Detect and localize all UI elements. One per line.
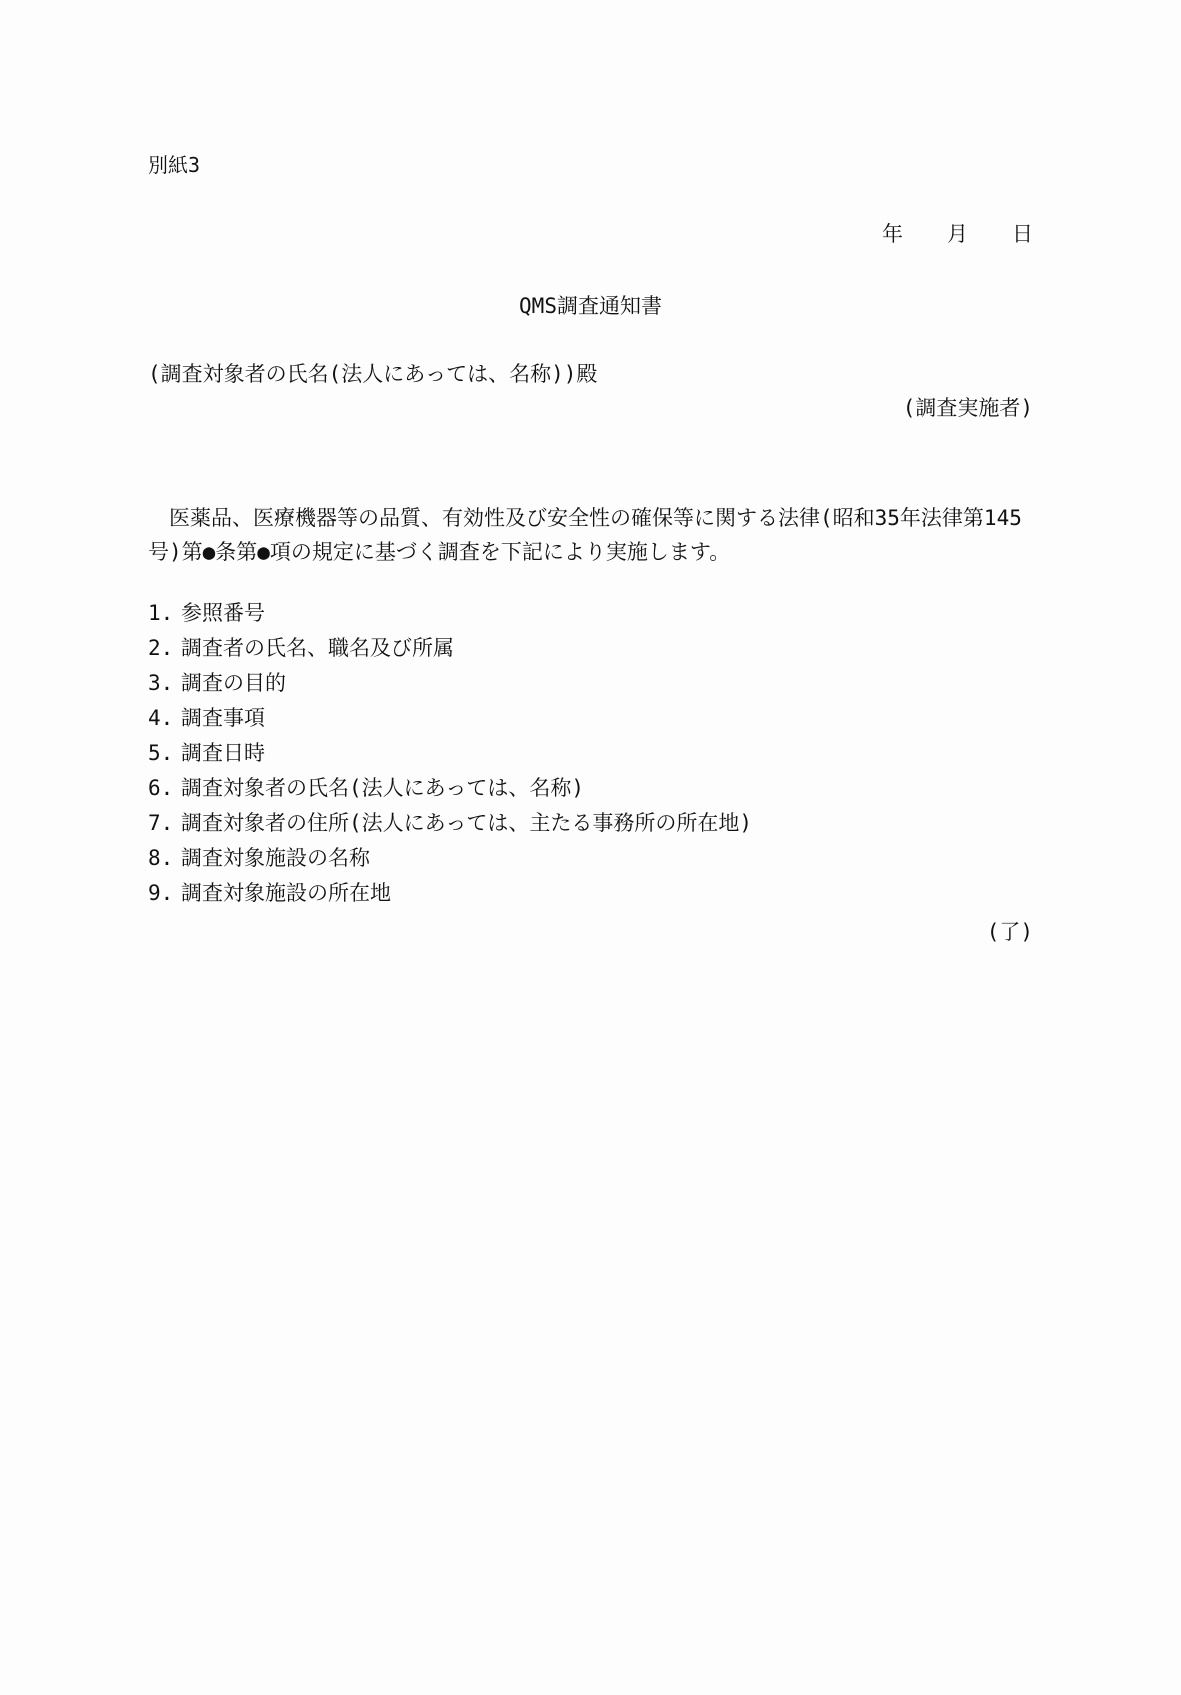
item-number: 5. (148, 741, 174, 765)
list-item (148, 743, 752, 778)
item-number: 2. (148, 636, 174, 660)
item-text: 調査対象施設の名称 (181, 846, 370, 870)
date-day: 日 (1012, 222, 1033, 246)
list-item (148, 638, 752, 673)
item-number: 1. (148, 601, 174, 625)
item-number: 7. (148, 811, 174, 835)
list-item (148, 708, 752, 743)
date-month: 月 (947, 222, 968, 246)
item-text: 調査事項 (181, 706, 265, 730)
body-paragraph (148, 501, 1033, 569)
item-text: 調査対象者の住所(法人にあっては、主たる事務所の所在地) (181, 811, 753, 835)
list-item (148, 813, 752, 848)
item-text: 調査日時 (181, 741, 265, 765)
item-number: 3. (148, 671, 174, 695)
body-text: 医薬品、医療機器等の品質、有効性及び安全性の確保等に関する法律(昭和35年法律第145号)第●条第●項の規定に基づく調査を下記により実施します。 (148, 506, 1022, 564)
list-item (148, 673, 752, 708)
item-text: 調査対象者の氏名(法人にあっては、名称) (181, 776, 585, 800)
item-number: 9. (148, 881, 174, 905)
item-text: 調査の目的 (181, 671, 286, 695)
item-list (148, 603, 752, 918)
document-title: QMS調査通知書 (519, 294, 662, 318)
date-year: 年 (882, 222, 903, 246)
item-number: 6. (148, 776, 174, 800)
item-text: 調査対象施設の所在地 (181, 881, 391, 905)
list-item (148, 883, 752, 918)
list-item (148, 778, 752, 813)
item-text: 参照番号 (181, 601, 265, 625)
list-item (148, 603, 752, 638)
attachment-label: 別紙3 (148, 153, 201, 177)
end-mark: (了) (986, 920, 1033, 944)
list-item (148, 848, 752, 883)
addressee: (調査対象者の氏名(法人にあっては、名称))殿 (148, 362, 598, 386)
item-number: 4. (148, 706, 174, 730)
date-line (882, 224, 1033, 245)
item-text: 調査者の氏名、職名及び所属 (181, 636, 454, 660)
item-number: 8. (148, 846, 174, 870)
issuer: (調査実施者) (902, 396, 1033, 420)
